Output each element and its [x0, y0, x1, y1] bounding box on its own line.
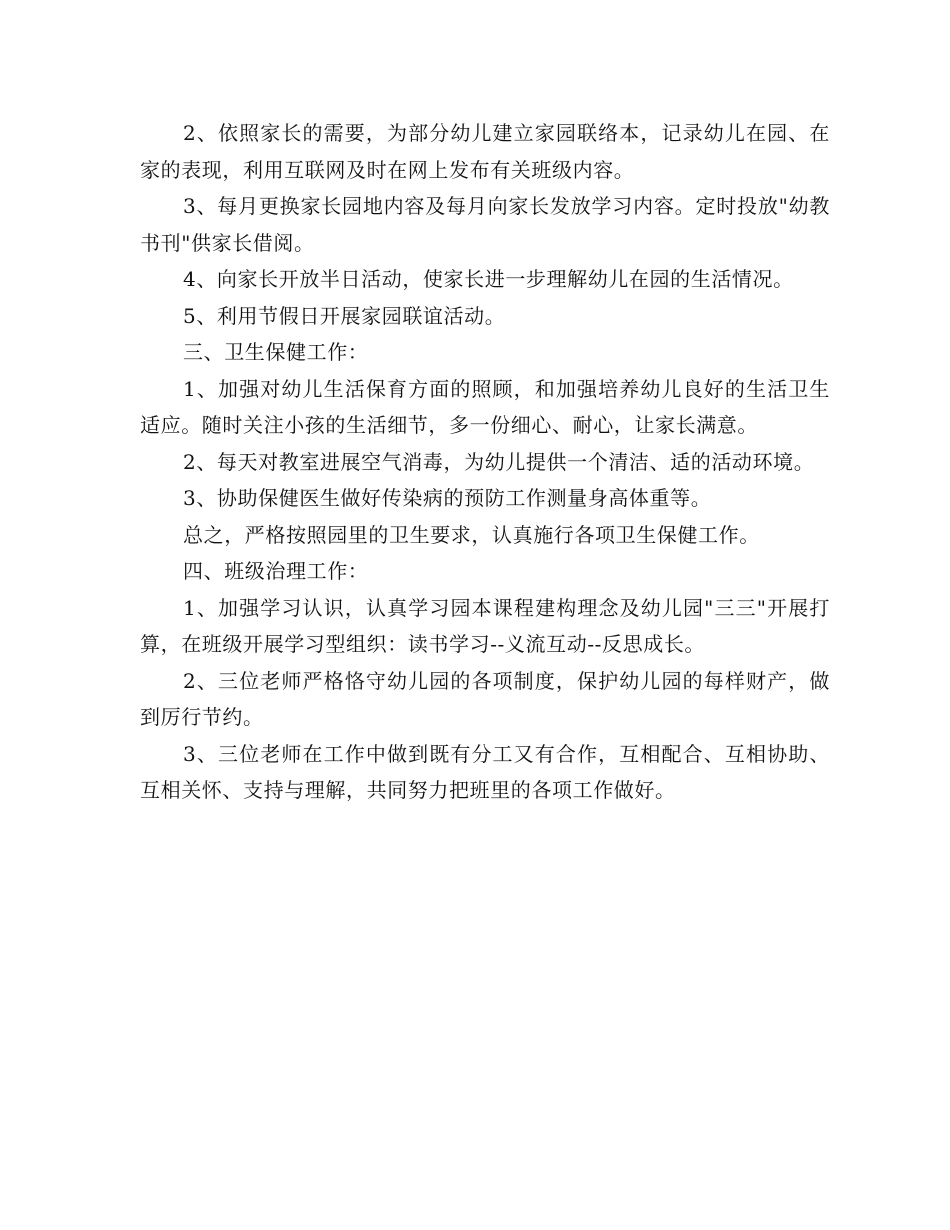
section-heading-class-management: 四、班级治理工作： — [183, 559, 369, 583]
document-body — [140, 115, 830, 809]
paragraph-holiday-activities: 5、利用节假日开展家园联谊活动。 — [183, 303, 506, 328]
paragraph-learning-organization: 1、加强学习认识，认真学习园本课程建构理念及幼儿园"三三"开展打算，在班级开展学习型组织：读书学习--义流互动--反思成长。 — [140, 595, 830, 656]
paragraph-disinfection: 2、每天对教室进展空气消毒，为幼儿提供一个清洁、适的活动环境。 — [183, 449, 815, 474]
paragraph-half-day-open: 4、向家长开放半日活动，使家长进一步理解幼儿在园的生活情况。 — [183, 267, 794, 291]
paragraph-family-contact-book: 2、依照家长的需要，为部分幼儿建立家园联络本，记录幼儿在园、在家的表现，利用互联网及时在网上发布有关班级内容。 — [140, 121, 830, 182]
paragraph-parent-corner: 3、每月更换家长园地内容及每月向家长发放学习内容。定时投放"幼教书刊"供家长借阅。 — [140, 194, 830, 255]
paragraph-rules-property: 2、三位老师严格恪守幼儿园的各项制度，保护幼儿园的每样财产，做到厉行节约。 — [140, 668, 830, 729]
paragraph-disease-prevention: 3、协助保健医生做好传染病的预防工作测量身高体重等。 — [183, 486, 712, 510]
paragraph-health-summary: 总之，严格按照园里的卫生要求，认真施行各项卫生保健工作。 — [183, 522, 760, 547]
paragraph-teamwork: 3、三位老师在工作中做到既有分工又有合作，互相配合、互相协助、互相关怀、支持与理解，共同努力把班里的各项工作做好。 — [140, 741, 830, 802]
section-heading-health-care: 三、卫生保健工作： — [183, 340, 369, 364]
paragraph-care-habits: 1、加强对幼儿生活保育方面的照顾，和加强培养幼儿良好的生活卫生适应。随时关注小孩的生活细节，多一份细心、耐心，让家长满意。 — [140, 376, 830, 437]
